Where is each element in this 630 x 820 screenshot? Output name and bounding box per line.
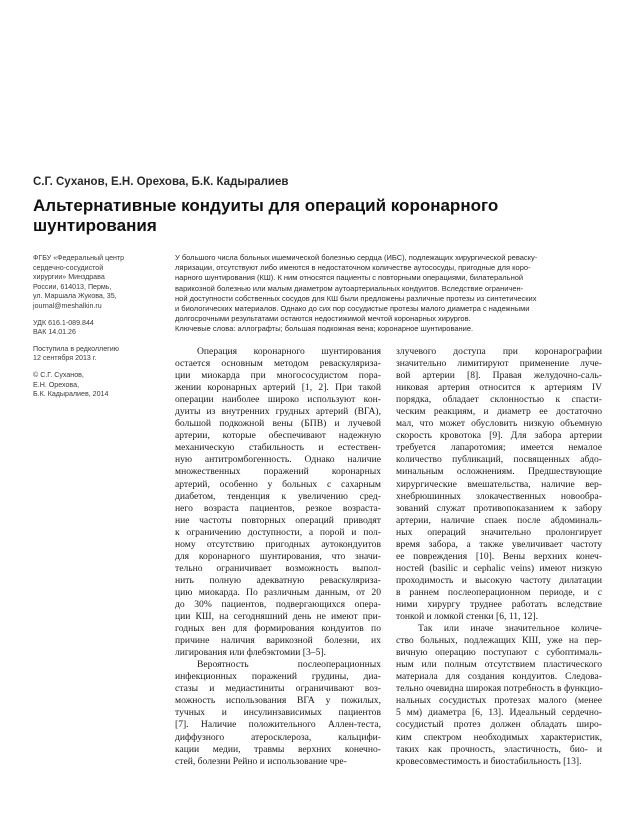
- body-text-line: ции миокарда при многососудистом пора-: [175, 370, 381, 382]
- affiliation-line: journal@meshalkin.ru: [33, 301, 102, 310]
- received-line: 12 сентября 2013 г.: [33, 354, 97, 363]
- abstract-line: У большого числа больных ишемической болезнью сердца (ИБС), подлежащих хирургической реваску-: [175, 253, 538, 262]
- body-column-right: [396, 346, 602, 768]
- received-line: Поступила в редколлегию: [33, 344, 120, 353]
- body-text-line: кровесовместимость и биостабильность [13].: [396, 755, 582, 767]
- article-title: [33, 196, 593, 236]
- body-text-line: Так или иначе значительное количе-: [418, 623, 602, 635]
- body-text-line: скорость кровотока [9]. Для забора артерии: [396, 430, 602, 442]
- affiliation: [33, 254, 161, 312]
- body-text-line: жении коронарных артерий [1, 2]. При такой: [175, 382, 381, 394]
- body-text-line: тельно очевидна широкая потребность в функцио-: [396, 683, 603, 695]
- body-text-line: тучных и инсулинзависимых пациентов: [175, 707, 381, 719]
- body-text-line: ким спектром необходимых характеристик,: [396, 731, 602, 743]
- body-text-line: мал, что может обусловить низкую объемную: [396, 418, 602, 430]
- body-text-line: ную антитромбогенность. Однако наличие: [175, 454, 381, 466]
- body-text-line: ностей (basilic и cephalic veins) имеют низкую: [396, 562, 602, 574]
- body-text-line: причине наличия варикозной болезни, их: [175, 635, 381, 647]
- copyright-line: Б.К. Кадыралиев, 2014: [33, 390, 109, 399]
- body-text-line: тонкой и ломкой стенки [6, 11, 12].: [396, 611, 539, 623]
- affiliation-line: России, 614013, Пермь,: [33, 282, 112, 291]
- affiliation-line: ул. Маршала Жукова, 35,: [33, 292, 117, 301]
- affiliation-line: хирургии» Минздрава: [33, 273, 105, 282]
- body-text-line: вой артерии [8]. Правая желудочно-саль-: [396, 370, 602, 382]
- body-text-line: лигирования или флебэктомии [3–5].: [175, 647, 326, 659]
- body-text-line: нальных сосудистых протезах малого (менее: [396, 695, 602, 707]
- body-text-line: в раннем послеоперационном периоде, и с: [396, 586, 602, 598]
- copyright: [33, 371, 161, 400]
- body-text-line: можность использования ВГА у пожилых,: [175, 695, 381, 707]
- body-text-line: время забора, а также увеличивает частоту: [396, 538, 602, 550]
- body-text-line: никовая артерия относится к артериям IV: [396, 382, 602, 394]
- udk-codes: [33, 319, 161, 338]
- abstract-line: варикозной болезнью или малым диаметром аутоартериальных кондуитов. Вследствие ограничен-: [175, 283, 524, 293]
- copyright-line: © С.Г. Суханов,: [33, 370, 84, 379]
- body-text-line: хирургические вмешательства, наличие вер-: [396, 478, 602, 490]
- received-date: [33, 345, 161, 364]
- body-text-line: требуется лапаротомия; имеется немалое: [396, 442, 602, 454]
- copyright-line: Е.Н. Орехова,: [33, 380, 80, 389]
- body-text-line: материала для создания кондуитов. Следова-: [396, 671, 602, 683]
- body-column-left: [175, 346, 381, 768]
- abstract-line: и биологических материалов. Однако до сих пор сосудистые протезы малого диаметра с надежными: [175, 304, 530, 314]
- article-title-line: Альтернативные кондуиты для операций коронарного: [33, 196, 499, 215]
- affiliation-line: ФГБУ «Федеральный центр: [33, 254, 125, 262]
- article-sidebar: [33, 254, 161, 407]
- body-text-line: ство больных, подлежащих КШ, уже на пер-: [396, 635, 602, 647]
- body-text-line: ным или полным отсутствием пластического: [396, 659, 602, 671]
- body-text-line: большой подкожной вены (БПВ) и лучевой: [175, 418, 381, 430]
- body-text-line: значительно лимитируют применение луче-: [396, 358, 602, 370]
- udk-line: ВАК 14.01.26: [33, 328, 76, 337]
- body-text-line: для коронарного шунтирования, что значи-: [175, 550, 381, 562]
- body-text-line: ние частоты повторных операций приводят: [175, 514, 381, 526]
- body-text-line: порядка, обладает склонностью к спасти-: [396, 394, 602, 406]
- body-text-line: зований служат противопоказанием к забору: [396, 502, 602, 514]
- body-text-line: минальным осложнениям. Предшествующие: [396, 466, 602, 478]
- body-text-line: сосудистый протез должен обладать широ-: [396, 719, 602, 731]
- body-text-line: стазы и медиастиниты ограничивают воз-: [175, 683, 381, 695]
- body-text-line: механическую стабильность и естествен-: [175, 442, 381, 454]
- body-text-line: ных операций значительно пролонгирует: [396, 526, 602, 538]
- body-text-line: [7]. Наличие положительного Аллен-теста,: [175, 719, 381, 731]
- udk-line: УДК 616.1-089.844: [33, 318, 94, 327]
- body-text-line: артерии, которые обеспечивают надежную: [175, 430, 381, 442]
- body-text-line: инфекционных поражений грудины, диа-: [175, 671, 381, 683]
- body-text-line: стей, болезни Рейно и использование чре-: [175, 755, 347, 767]
- affiliation-line: сердечно-сосудистой: [33, 263, 104, 272]
- body-text-line: Вероятность послеоперационных: [197, 659, 381, 671]
- abstract-line: нарного шунтирования (КШ). К ним относятся пациенты с повторными операциями, билатеральной: [175, 273, 524, 283]
- body-text-line: ческим реакциям, и диаметр ее достаточно: [396, 406, 602, 418]
- article-title-line: шунтирования: [33, 216, 157, 235]
- body-text-line: 5 мм) диаметра [6, 13]. Идеальный сердечно-: [396, 707, 602, 719]
- body-text-line: злучевого доступа при коронарографии: [396, 346, 602, 357]
- body-text-line: ному отсутствию пригодных аутокондуитов: [175, 538, 381, 550]
- body-text-line: годных вен для формирования кондуитов по: [175, 623, 381, 635]
- body-text-line: Операция коронарного шунтирования: [197, 346, 381, 357]
- body-text-line: нить полную адекватную реваскуляриза-: [175, 574, 381, 586]
- body-text-line: артерии, наличие спаек после абдоминаль-: [396, 514, 602, 526]
- body-text-line: таких как прочность, эластичность, био- и: [396, 743, 602, 755]
- abstract-line: ной доступности собственных сосудов для КШ были предложены различные протезы из синтетических: [175, 293, 537, 303]
- body-text-line: остается основным методом реваскуляриза-: [175, 358, 381, 370]
- body-text-line: до 30% пациентов, подвергающихся опера-: [175, 598, 381, 610]
- body-text-line: к ограничению доступности, а порой и пол-: [175, 526, 381, 538]
- body-text-line: ее повреждения [10]. Вены верхних конеч-: [396, 550, 602, 562]
- body-text-line: ними хирургу труднее работать вследствие: [396, 598, 602, 610]
- body-text-line: него возраста пациентов, резкое возраста-: [175, 502, 381, 514]
- body-text-line: диабетом, тенденция к увеличению сред-: [175, 490, 381, 502]
- body-text-line: хнебрюшинных злокачественных новообра-: [396, 490, 602, 502]
- body-text-line: вичную операцию поступают с субоптималь-: [396, 647, 602, 659]
- body-text-line: дуиты из внутренних грудных артерий (ВГА),: [175, 406, 381, 418]
- body-text-line: тельно ограничивает возможность выпол-: [175, 562, 381, 574]
- article-authors: С.Г. Суханов, Е.Н. Орехова, Б.К. Кадыралиев: [33, 176, 289, 188]
- body-text-line: количество публикаций, посвященных абдо-: [396, 454, 602, 466]
- body-text-line: ции КШ, на сегодняшний день не имеют при-: [175, 611, 381, 623]
- abstract-text: [175, 253, 605, 324]
- body-text-line: кации медии, травмы верхних конечно-: [175, 743, 381, 755]
- body-text-line: артерий, особенно у больных с сахарным: [175, 478, 381, 490]
- abstract: [175, 253, 605, 335]
- abstract-line: долгосрочными результатами остаются недостижимой мечтой коронарных хирургов.: [175, 314, 471, 324]
- body-text-line: множественных поражений коронарных: [175, 466, 381, 478]
- body-text-line: проходимость и высокую частоту дилатации: [396, 574, 602, 586]
- abstract-line: ляризации, отсутствуют либо имеются в недостаточном количестве аутососуды, пригодные для коро-: [175, 263, 531, 273]
- body-text-line: диффузного атеросклероза, кальцифи-: [175, 731, 381, 743]
- body-text-line: операции наиболее широко используют кон-: [175, 394, 381, 406]
- body-text-line: цию миокарда. По различным данным, от 20: [175, 586, 381, 598]
- keywords: Ключевые слова: аллографты; большая подкожная вена; коронарное шунтирование.: [175, 324, 474, 334]
